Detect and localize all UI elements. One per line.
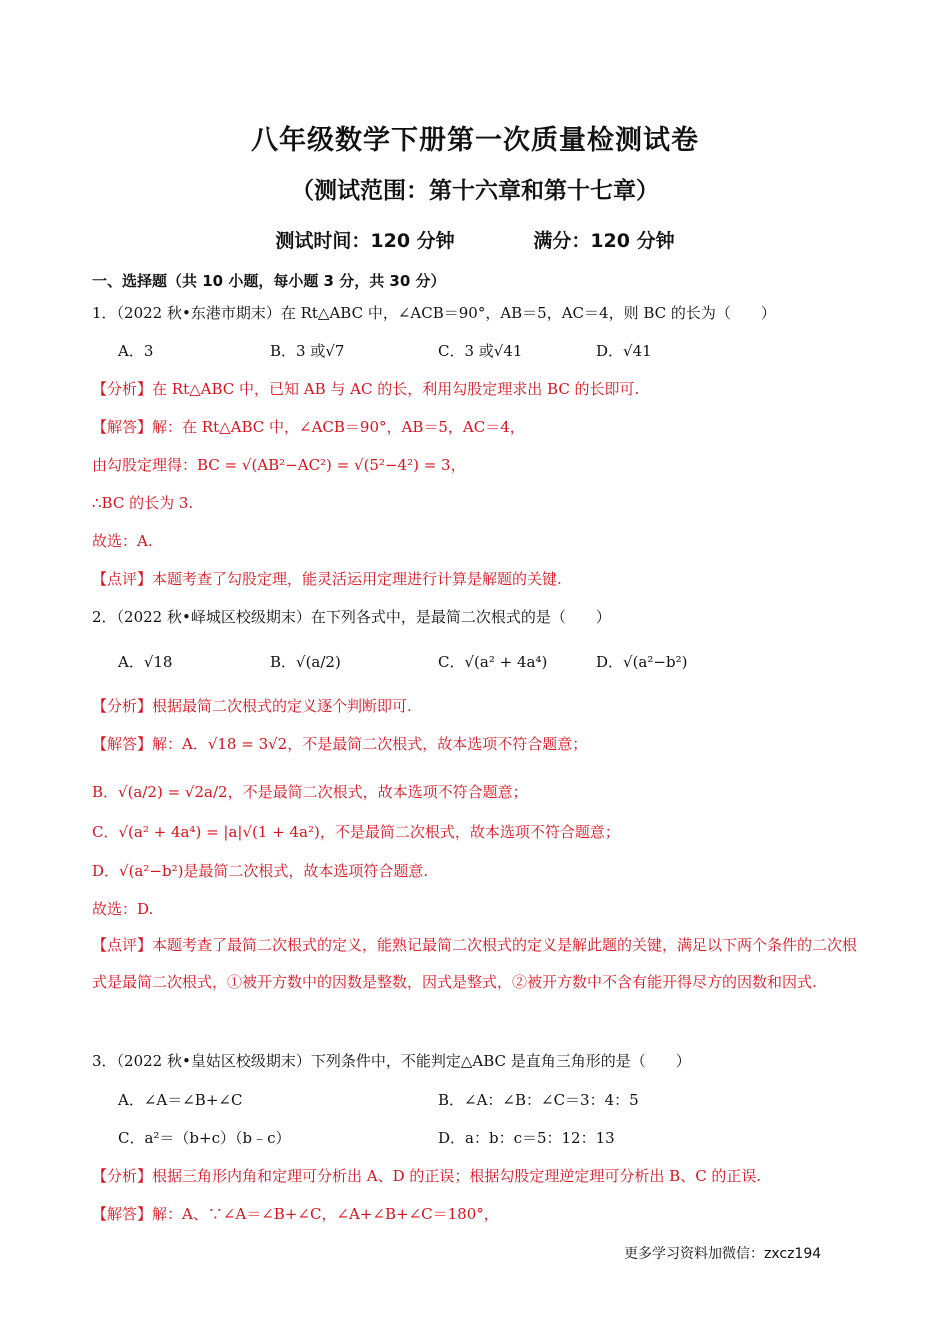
q1-answer-line2: 由勾股定理得：BC = √(AB²−AC²) = √(5²−4²) = 3， bbox=[92, 456, 466, 474]
q2-option-a: A．√18 bbox=[118, 653, 173, 671]
q3-option-d: D．a：b：c＝5：12：13 bbox=[438, 1129, 615, 1147]
q2-option-b: B．√(a/2) bbox=[270, 653, 341, 671]
q3-option-b: B．∠A：∠B：∠C＝3：4：5 bbox=[438, 1091, 639, 1109]
test-time: 测试时间：120 分钟 bbox=[275, 230, 455, 252]
exam-meta bbox=[0, 226, 950, 253]
q3-option-a: A．∠A＝∠B+∠C bbox=[118, 1091, 243, 1109]
q2-analysis: 【分析】根据最简二次根式的定义逐个判断即可. bbox=[92, 697, 412, 715]
q1-stem: 1．（2022 秋•东港市期末）在 Rt△ABC 中，∠ACB＝90°，AB＝5，AC＝4，则 BC 的长为（ ） bbox=[92, 304, 776, 322]
section-heading: 一、选择题（共 10 小题，每小题 3 分，共 30 分） bbox=[92, 272, 446, 290]
q3-stem: 3．（2022 秋•皇姑区校级期末）下列条件中，不能判定△ABC 是直角三角形的是（ ） bbox=[92, 1052, 691, 1070]
q2-stem: 2．（2022 秋•峄城区校级期末）在下列各式中，是最简二次根式的是（ ） bbox=[92, 608, 611, 626]
q1-option-d: D．√41 bbox=[596, 342, 652, 360]
q1-comment: 【点评】本题考查了勾股定理，能灵活运用定理进行计算是解题的关键. bbox=[92, 570, 562, 588]
page-title: 八年级数学下册第一次质量检测试卷 bbox=[251, 125, 699, 156]
q2-answer-d: D．√(a²−b²)是最简二次根式，故本选项符合题意. bbox=[92, 862, 429, 880]
q1-option-c: C．3 或√41 bbox=[438, 342, 523, 360]
q2-answer-b: B．√(a/2) = √2a/2，不是最简二次根式，故本选项不符合题意； bbox=[92, 783, 528, 801]
q2-option-d: D．√(a²−b²) bbox=[596, 653, 688, 671]
q3-analysis: 【分析】根据三角形内角和定理可分析出 A、D 的正误；根据勾股定理逆定理可分析出 B、C 的正误. bbox=[92, 1167, 762, 1185]
q3-answer-line1: 【解答】解：A、∵∠A＝∠B+∠C，∠A+∠B+∠C＝180°， bbox=[92, 1205, 499, 1223]
page-subtitle: （测试范围：第十六章和第十七章） bbox=[291, 178, 659, 204]
q1-option-a: A．3 bbox=[118, 342, 154, 360]
q3-option-c: C．a²＝（b+c）（b﹣c） bbox=[118, 1129, 291, 1147]
q1-analysis: 【分析】在 Rt△ABC 中，已知 AB 与 AC 的长，利用勾股定理求出 BC 的长即可. bbox=[92, 380, 640, 398]
q1-choice: 故选：A. bbox=[92, 532, 153, 550]
q2-choice: 故选：D. bbox=[92, 900, 154, 918]
q1-option-b: B．3 或√7 bbox=[270, 342, 345, 360]
footer-note: 更多学习资料加微信：zxcz194 bbox=[624, 1246, 822, 1262]
q2-comment: 【点评】本题考查了最简二次根式的定义，能熟记最简二次根式的定义是解此题的关键，满足以下两个条件的二次根式是最简二次根式，①被开方数中的因数是整数，因式是整式，②被开方数中不含有能开得尽方的因数和因式. bbox=[92, 936, 858, 991]
q1-answer-line1: 【解答】解：在 Rt△ABC 中，∠ACB＝90°，AB＝5，AC＝4， bbox=[92, 418, 525, 436]
full-score: 满分：120 分钟 bbox=[533, 230, 675, 252]
q2-option-c: C．√(a² + 4a⁴) bbox=[438, 653, 548, 671]
q2-answer-c: C．√(a² + 4a⁴) = |a|√(1 + 4a²)，不是最简二次根式，故本选项不符合题意； bbox=[92, 823, 620, 841]
q2-answer-a: 【解答】解：A．√18 = 3√2，不是最简二次根式，故本选项不符合题意； bbox=[92, 735, 588, 753]
q1-answer-line3: ∴BC 的长为 3. bbox=[92, 494, 194, 512]
